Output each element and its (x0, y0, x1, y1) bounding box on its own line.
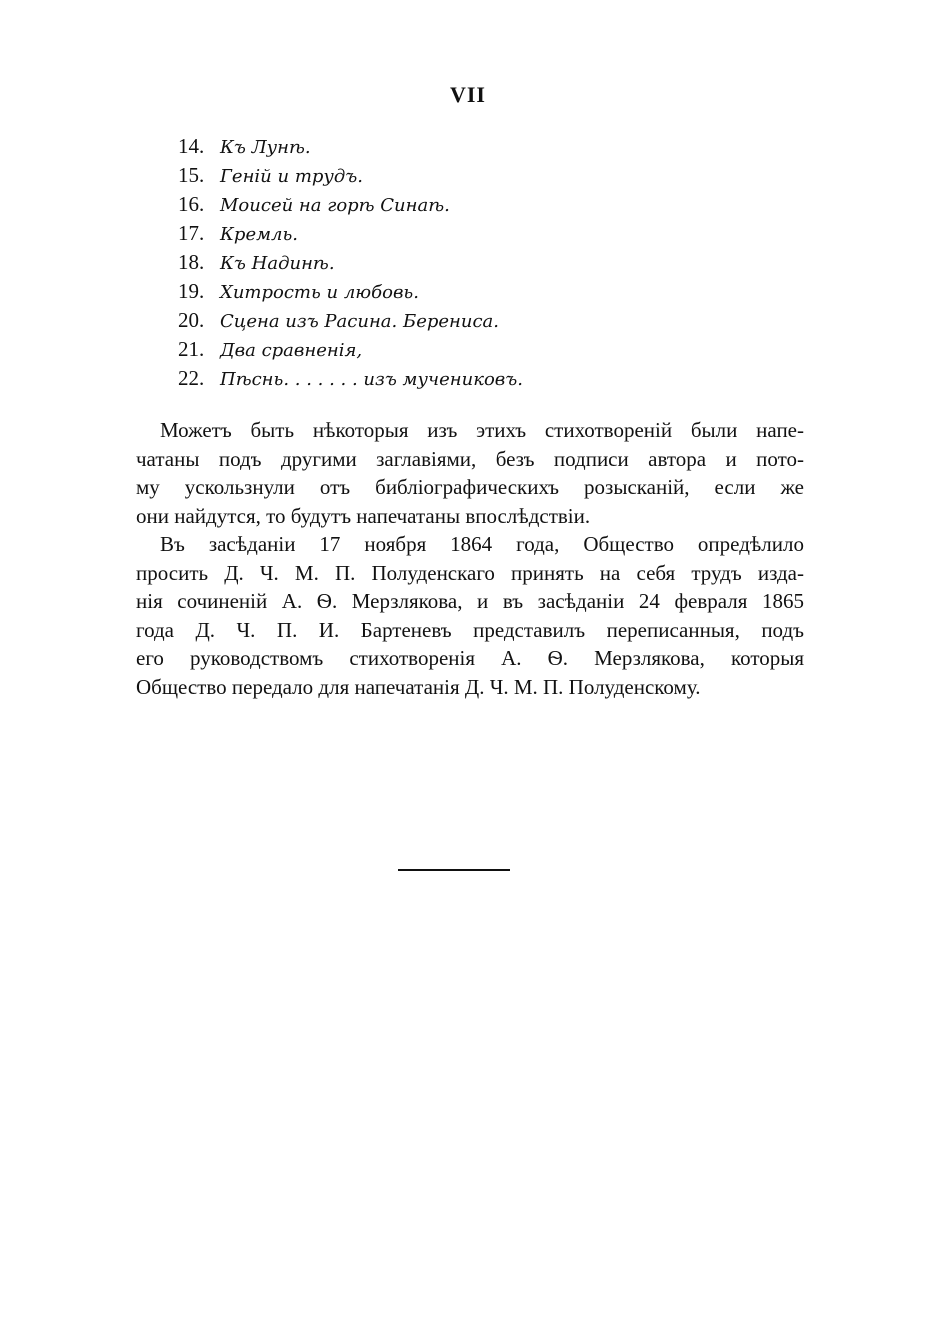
text-line: Можетъ быть нѣкоторыя изъ этихъ стихотворенiй были напе- (160, 418, 804, 442)
poem-title: Сцена изъ Расина. Берениса. (220, 311, 500, 332)
item-number: 19. (178, 279, 205, 303)
poem-title: Кремль. (220, 224, 299, 245)
text-line: му ускользнули отъ библiографическихъ розысканiй, если же (136, 475, 804, 499)
page-number: VII (449, 82, 486, 107)
poem-title: Два сравненiя, (220, 340, 363, 361)
list-item (178, 190, 778, 219)
item-number: 22. (178, 366, 205, 390)
list-item (178, 277, 778, 306)
list-item (178, 161, 778, 190)
list-item (178, 335, 778, 364)
poem-title: Къ Лунѣ. (220, 137, 311, 158)
list-item (178, 306, 778, 335)
poem-list (178, 132, 778, 393)
item-number: 15. (178, 163, 205, 187)
text-line: его руководствомъ стихотворенiя А. Ѳ. Мерзлякова, которыя (136, 646, 804, 670)
text-line: года Д. Ч. П. И. Бартеневъ представилъ переписанныя, подъ (136, 617, 804, 642)
poem-title: Пѣснь. . . . . . . изъ мучениковъ. (220, 369, 523, 390)
section-divider (398, 869, 510, 871)
text-line: Общество передало для напечатанiя Д. Ч. М. П. Полуденскому. (136, 674, 701, 699)
list-item (178, 132, 778, 161)
list-item (178, 248, 778, 277)
item-number: 17. (178, 221, 205, 245)
poem-title: Къ Надинѣ. (220, 253, 335, 274)
list-item (178, 364, 778, 393)
text-line: просить Д. Ч. М. П. Полуденскаго принять на себя трудъ изда- (136, 560, 804, 585)
item-number: 20. (178, 308, 205, 332)
paragraph-note (136, 416, 804, 530)
body-text (136, 416, 804, 701)
item-number: 16. (178, 192, 205, 216)
item-number: 18. (178, 250, 205, 274)
text-line: Въ засѣданiи 17 ноября 1864 года, Общество опредѣлило (160, 532, 804, 556)
text-line: нiя сочиненiй А. Ѳ. Мерзлякова, и въ засѣданiи 24 февраля 1865 (136, 589, 804, 613)
text-line: они найдутся, то будутъ напечатаны впослѣдствiи. (136, 503, 591, 528)
poem-title: Моисей на горѣ Синаѣ. (220, 195, 450, 216)
poem-title: Генiй и трудъ. (220, 166, 363, 187)
paragraph-meeting (136, 530, 804, 701)
poem-title: Хитрость и любовь. (220, 282, 419, 303)
text-line: чатаны подъ другими заглавiями, безъ подписи автора и пото- (136, 446, 804, 471)
list-item (178, 219, 778, 248)
item-number: 14. (178, 134, 205, 158)
item-number: 21. (178, 337, 205, 361)
